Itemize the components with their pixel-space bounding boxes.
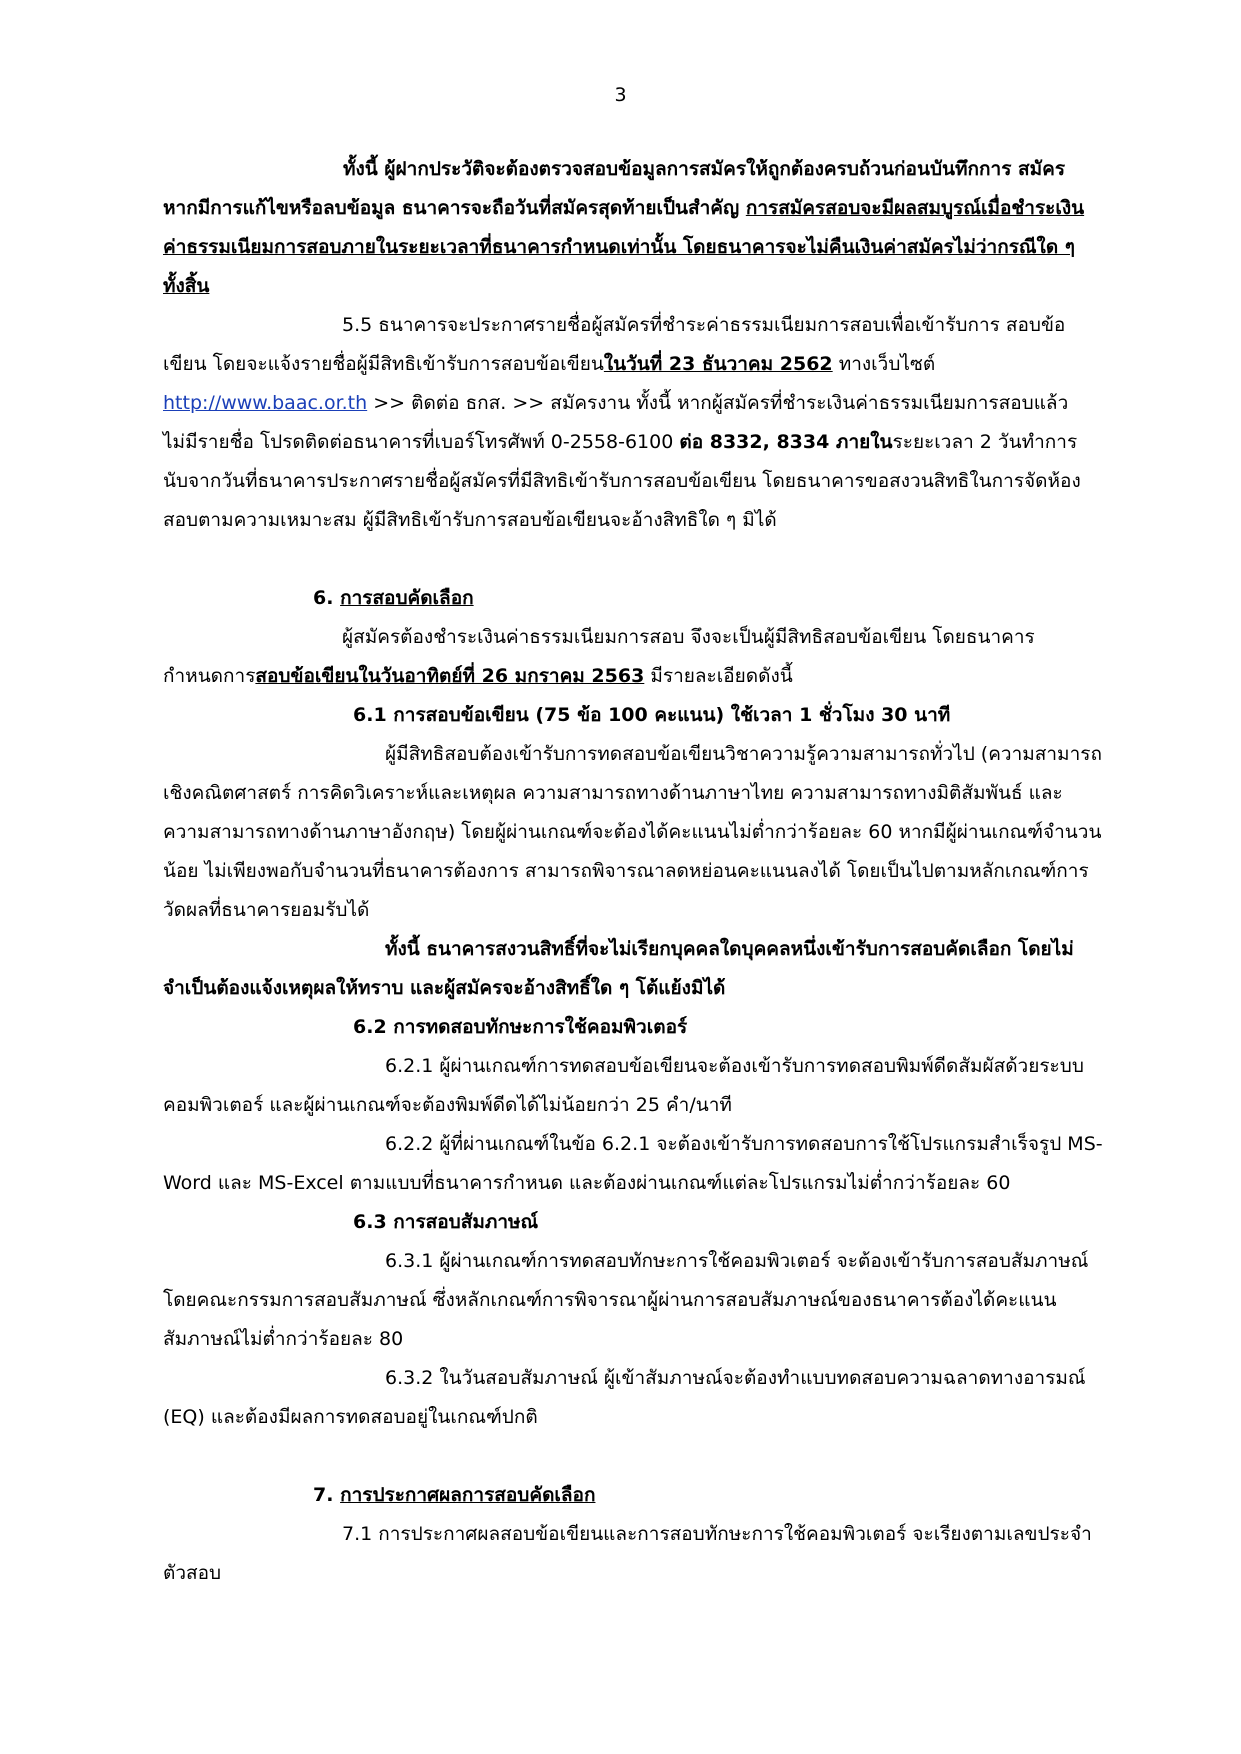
page-number: 3 [614, 84, 627, 106]
selection-rights-notice: ทั้งนี้ ธนาคารสงวนสิทธิ์ที่จะไม่เรียกบุคคลใดบุคคลหนึ่งเข้ารับการสอบคัดเลือก โดยไม่จำเป็นต้องแจ้งเหตุผลให้ทราบ และผู้สมัครจะอ้างสิทธิ์ใด ๆ โต้แย้งมิได้ [163, 938, 1074, 999]
section-6-number: 6. [313, 587, 341, 609]
section-6-3-2: 6.3.2 ในวันสอบสัมภาษณ์ ผู้เข้าสัมภาษณ์จะต้องทำแบบทดสอบความฉลาดทางอารมณ์ (EQ) และต้องมีผลการทดสอบอยู่ในเกณฑ์ปกติ [163, 1367, 1086, 1428]
section-5-5-text-1: 5.5 ธนาคารจะประกาศรายชื่อผู้สมัครที่ชำระค่าธรรมเนียมการสอบเพื่อเข้ารับการ สอบข้อเขียน โดยจะแจ้งรายชื่อผู้มีสิทธิเข้ารับการสอบข้อเขียน [163, 314, 1066, 375]
section-6-2-2: 6.2.2 ผู้ที่ผ่านเกณฑ์ในข้อ 6.2.1 จะต้องเข้ารับการทดสอบการใช้โปรแกรมสำเร็จรูป MS-Word และ MS-Excel ตามแบบที่ธนาคารกำหนด และต้องผ่านเกณฑ์แต่ละโปรแกรมไม่ต่ำกว่าร้อยละ 60 [163, 1133, 1103, 1194]
baac-website-link[interactable]: http://www.baac.or.th [163, 392, 368, 414]
written-exam-date: สอบข้อเขียนในวันอาทิตย์ที่ 26 มกราคม 2563 [255, 665, 645, 687]
section-6-3-1: 6.3.1 ผู้ผ่านเกณฑ์การทดสอบทักษะการใช้คอมพิวเตอร์ จะต้องเข้ารับการสอบสัมภาษณ์ โดยคณะกรรมการสอบสัมภาษณ์ ซึ่งหลักเกณฑ์การพิจารณาผู้ผ่านการสอบสัมภาษณ์ของธนาคารต้องได้คะแนนสัมภาษณ์ไม่ต่ำกว่าร้อยละ 80 [163, 1250, 1089, 1350]
section-6-1-body: ผู้มีสิทธิสอบต้องเข้ารับการทดสอบข้อเขียนวิชาความรู้ความสามารถทั่วไป (ความสามารถเชิงคณิตศาสตร์ การคิดวิเคราะห์และเหตุผล ความสามารถทางด้านภาษาไทย ความสามารถทางมิติสัมพันธ์ และความสามารถทางด้านภาษาอังกฤษ) โดยผู้ผ่านเกณฑ์จะต้องได้คะแนนไม่ต่ำกว่าร้อยละ 60 หากมีผู้ผ่านเกณฑ์จำนวนน้อย ไม่เพียงพอกับจำนวนที่ธนาคารต้องการ สามารถพิจารณาลดหย่อนคะแนนลงได้ โดยเป็นไปตามหลักเกณฑ์การวัดผลที่ธนาคารยอมรับได้ [163, 743, 1102, 921]
section-6-intro-text-2: มีรายละเอียดดังนี้ [644, 665, 793, 687]
announcement-date: ในวันที่ 23 ธันวาคม 2562 [603, 353, 833, 375]
phone-extension: ต่อ 8332, 8334 ภายใน [679, 431, 893, 453]
section-5-5-text-4: ระยะเวลา 2 วันทำการ นับจากวันที่ธนาคารประกาศรายชื่อผู้สมัครที่มีสิทธิเข้ารับการสอบข้อเขียน โดยธนาคารขอสงวนสิทธิในการจัดห้องสอบตามความเหมาะสม ผู้มีสิทธิเข้ารับการสอบข้อเขียนจะอ้างสิทธิใด ๆ มิได้ [163, 431, 1081, 531]
application-notice-underlined: การสมัครสอบจะมีผลสมบูรณ์เมื่อชำระเงินค่าธรรมเนียมการสอบภายในระยะเวลาที่ธนาคารกำหนดเท่านั้น โดยธนาคารจะไม่คืนเงินค่าสมัครไม่ว่ากรณีใด ๆ ทั้งสิ้น [163, 197, 1085, 297]
section-5-5-text-3: >> ติดต่อ ธกส. >> สมัครงาน ทั้งนี้ หากผู้สมัครที่ชำระเงินค่าธรรมเนียมการสอบแล้ว ไม่มีรายชื่อ โปรดติดต่อธนาคารที่เบอร์โทรศัพท์ 0-2558-6100 [163, 392, 1069, 453]
spacer [163, 1437, 1103, 1476]
section-6-heading [163, 579, 1103, 618]
section-7-heading [163, 1476, 1103, 1515]
section-5-5 [163, 306, 1103, 540]
section-7-number: 7. [313, 1484, 341, 1506]
section-6-2-title: 6.2 การทดสอบทักษะการใช้คอมพิวเตอร์ [353, 1016, 688, 1038]
section-6-3-title: 6.3 การสอบสัมภาษณ์ [353, 1211, 539, 1233]
application-notice-lead: ทั้งนี้ ผู้ฝากประวัติจะต้องตรวจสอบข้อมูลการสมัครให้ถูกต้องครบถ้วนก่อนบันทึกการ สมัคร หากมีการแก้ไขหรือลบข้อมูล ธนาคารจะถือวันที่สมัครสุดท้ายเป็นสำคัญ [163, 158, 1066, 219]
section-5-5-text-2: ทางเว็บไซต์ [832, 353, 936, 375]
document-body [163, 150, 1103, 1593]
section-7-title: การประกาศผลการสอบคัดเลือก [340, 1484, 596, 1506]
section-7-1: 7.1 การประกาศผลสอบข้อเขียนและการสอบทักษะการใช้คอมพิวเตอร์ จะเรียงตามเลขประจำตัวสอบ [163, 1523, 1092, 1584]
spacer [163, 540, 1103, 579]
section-6-intro [163, 618, 1103, 696]
section-6-title: การสอบคัดเลือก [340, 587, 474, 609]
section-6-1-title: 6.1 การสอบข้อเขียน (75 ข้อ 100 คะแนน) ใช้เวลา 1 ชั่วโมง 30 นาที [353, 704, 951, 726]
section-6-intro-text-1: ผู้สมัครต้องชำระเงินค่าธรรมเนียมการสอบ จึงจะเป็นผู้มีสิทธิสอบข้อเขียน โดยธนาคารกำหนดการ [163, 626, 1035, 687]
application-notice [163, 150, 1103, 306]
section-6-2-1: 6.2.1 ผู้ผ่านเกณฑ์การทดสอบข้อเขียนจะต้องเข้ารับการทดสอบพิมพ์ดีดสัมผัสด้วยระบบคอมพิวเตอร์ และผู้ผ่านเกณฑ์จะต้องพิมพ์ดีดได้ไม่น้อยกว่า 25 คำ/นาที [163, 1055, 1084, 1116]
